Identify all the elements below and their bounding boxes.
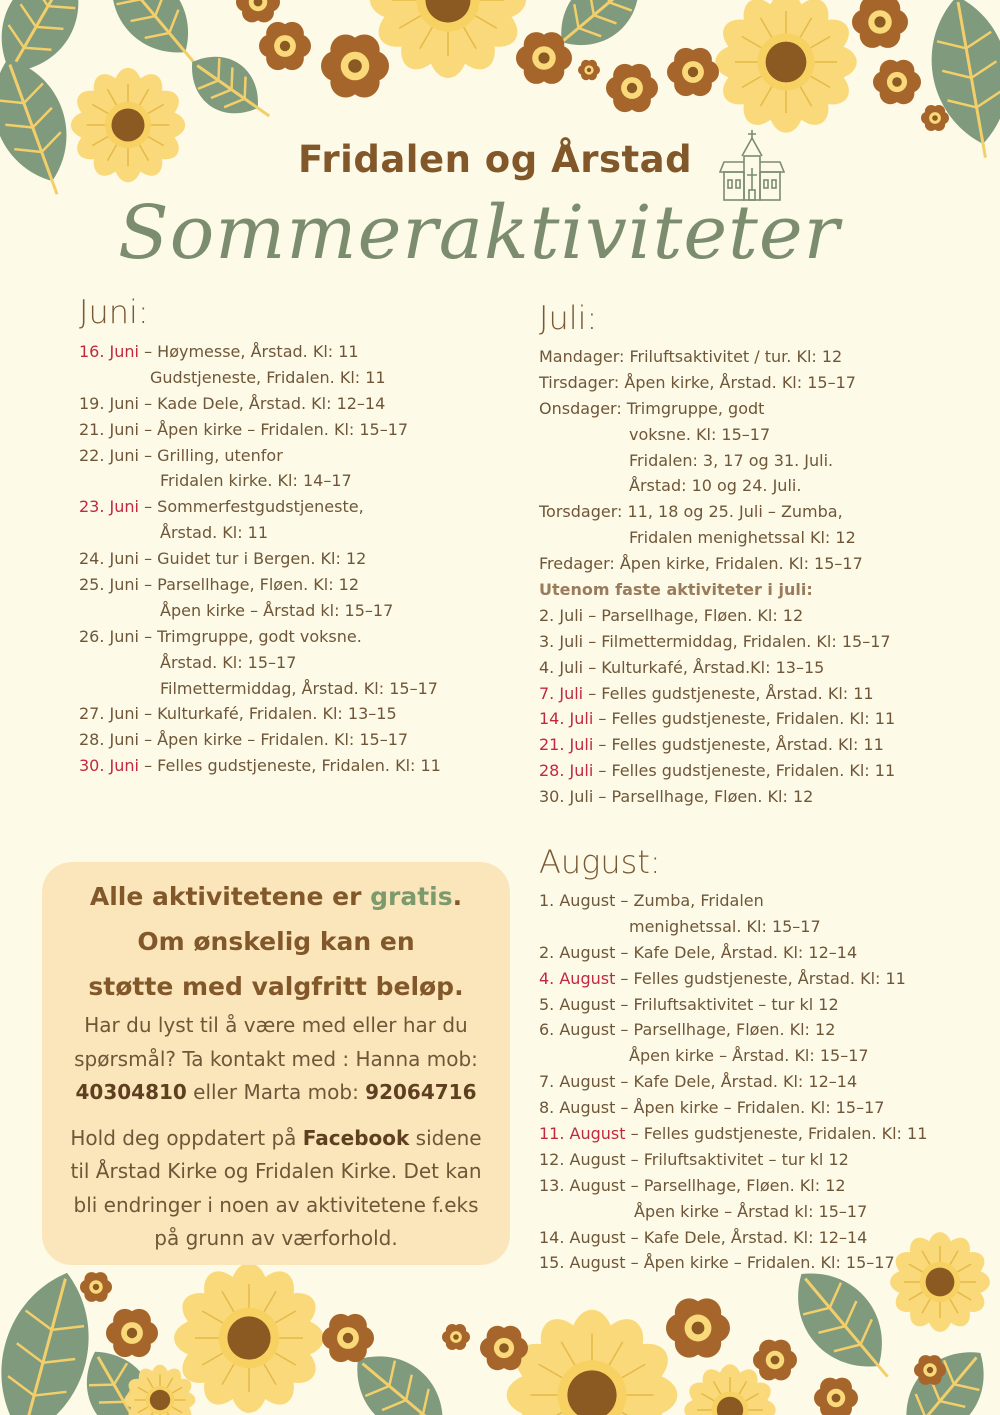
entry-date: 14. August	[539, 1227, 626, 1247]
entry-text: Årstad. Kl: 15–17	[160, 652, 297, 672]
entry-text: – Parsellhage, Fløen. Kl: 12	[593, 787, 814, 807]
juli-entry	[539, 396, 895, 422]
entry-text: Onsdager: Trimgruppe, godt	[539, 398, 765, 418]
entry-text: Åpen kirke – Årstad kl: 15–17	[634, 1201, 868, 1221]
entry-date: 15. August	[539, 1253, 626, 1273]
juni-entry	[79, 676, 441, 702]
entry-text: – Filmettermiddag, Fridalen. Kl: 15–17	[583, 631, 891, 651]
small-flower-decoration	[442, 1324, 470, 1350]
august-entry	[539, 1225, 927, 1251]
juli-entry	[539, 448, 895, 474]
entry-date: 12. August	[539, 1149, 626, 1169]
juni-entry	[79, 546, 441, 572]
entry-text: – Åpen kirke – Fridalen. Kl: 15–17	[138, 730, 409, 750]
juli-entry	[539, 525, 895, 551]
leaf-decoration	[920, 0, 1000, 164]
small-flower-decoration	[106, 1309, 158, 1357]
small-flower-decoration	[321, 35, 389, 98]
entry-text: Fridalen kirke. Kl: 14–17	[160, 471, 352, 491]
info-update-post: sidene	[409, 1125, 482, 1150]
info-update-pre: Hold deg oppdatert på	[70, 1125, 303, 1150]
entry-date: 19. Juni	[79, 393, 139, 413]
juni-entry	[79, 727, 441, 753]
entry-date: 2. Juli	[539, 605, 584, 625]
juni-entry	[79, 572, 441, 598]
entry-date: 1. August	[539, 891, 616, 910]
entry-text: – Åpen kirke – Fridalen. Kl: 15–17	[138, 419, 409, 439]
juni-entry	[79, 598, 441, 624]
entry-date: 27. Juni	[79, 704, 139, 724]
entry-text: – Felles gudstjeneste, Fridalen. Kl: 11	[593, 761, 896, 781]
entry-text: – Parsellhage, Fløen. Kl: 12	[615, 1020, 836, 1040]
entry-date: 30. Juni	[79, 756, 139, 776]
juli-entry	[539, 758, 895, 784]
juli-entry	[539, 577, 895, 603]
entry-text: – Trimgruppe, godt voksne.	[138, 626, 362, 646]
juni-entry	[79, 365, 441, 391]
august-entry	[539, 1017, 927, 1043]
juli-entry	[539, 732, 895, 758]
entry-text: voksne. Kl: 15–17	[629, 424, 771, 444]
entry-date: 6. August	[539, 1020, 616, 1040]
small-flower-decoration	[578, 60, 600, 80]
small-flower-decoration	[852, 0, 908, 48]
entry-text: Tirsdager: Åpen kirke, Årstad. Kl: 15–17	[539, 372, 856, 392]
juli-entry	[539, 629, 895, 655]
entry-date: 13. August	[539, 1175, 626, 1195]
entry-text: – Parsellhage, Fløen. Kl: 12	[583, 605, 804, 625]
juni-entry	[79, 443, 441, 469]
juli-entry	[539, 681, 895, 707]
phone-marta: 92064716	[365, 1080, 477, 1104]
august-entry	[539, 1173, 927, 1199]
august-entry	[539, 1069, 927, 1095]
entry-text: Fridalen: 3, 17 og 31. Juli.	[629, 450, 834, 470]
august-entry	[539, 1199, 927, 1225]
entry-text: – Felles gudstjeneste, Årstad. Kl: 11	[615, 968, 906, 988]
entry-text: – Åpen kirke – Fridalen. Kl: 15–17	[615, 1098, 885, 1118]
page-subtitle: Fridalen og Årstad	[298, 138, 693, 181]
info-contact-line1: Har du lyst til å være med eller har du	[84, 1013, 468, 1037]
juli-entry	[539, 551, 895, 577]
entry-date: 23. Juni	[79, 497, 139, 517]
entry-date: 14. Juli	[539, 709, 594, 729]
small-flower-decoration	[236, 0, 280, 22]
juni-entry	[79, 624, 441, 650]
juni-entry	[79, 494, 441, 520]
entry-text: menighetssal. Kl: 15–17	[629, 916, 821, 936]
entry-text: – Felles gudstjeneste, Fridalen. Kl: 11	[625, 1124, 928, 1144]
sunflower-decoration	[507, 1310, 678, 1415]
info-free-pre: Alle aktivitetene er	[89, 882, 371, 911]
entry-text: – Sommerfestgudstjeneste,	[138, 497, 364, 517]
small-flower-decoration	[666, 1298, 730, 1357]
small-flower-decoration	[606, 64, 658, 112]
entry-text: – Kulturkafé, Årstad.Kl: 13–15	[583, 657, 825, 677]
info-support-line2: støtte med valgfritt beløp.	[88, 972, 464, 1001]
juli-list	[539, 344, 895, 810]
august-list	[539, 888, 927, 1276]
august-entry	[539, 992, 927, 1018]
info-contact-line2: spørsmål? Ta kontakt med : Hanna mob:	[74, 1046, 478, 1071]
august-entry	[539, 1121, 927, 1147]
entry-text: – Felles gudstjeneste, Fridalen. Kl: 11	[593, 709, 896, 729]
entry-date: 11. August	[539, 1124, 626, 1144]
entry-text: Filmettermiddag, Årstad. Kl: 15–17	[160, 678, 438, 698]
sunflower-decoration	[715, 0, 856, 133]
info-free-line	[42, 874, 510, 919]
entry-text: Fridalen menighetssal Kl: 12	[629, 528, 856, 548]
entry-text: – Friluftsaktivitet – tur kl 12	[615, 994, 839, 1014]
juli-heading: Juli:	[539, 299, 598, 337]
entry-text: – Kulturkafé, Fridalen. Kl: 13–15	[138, 704, 397, 724]
entry-date: 7. August	[539, 1072, 616, 1092]
entry-date: 28. Juli	[539, 761, 594, 781]
small-flower-decoration	[753, 1340, 797, 1381]
phone-hanna: 40304810	[75, 1080, 187, 1104]
entry-date: 4. Juli	[539, 657, 584, 677]
info-update-line3: bli endringer i noen av aktivitetene f.eks	[73, 1192, 479, 1217]
small-flower-decoration	[667, 48, 719, 96]
entry-date: 28. Juni	[79, 730, 139, 750]
entry-text: Fredager: Åpen kirke, Fridalen. Kl: 15–17	[539, 554, 863, 574]
entry-text: – Friluftsaktivitet – tur kl 12	[625, 1149, 849, 1169]
entry-text: Utenom faste aktiviteter i juli:	[539, 580, 813, 600]
info-update-line2: til Årstad Kirke og Fridalen Kirke. Det kan	[70, 1159, 482, 1183]
entry-date: 3. Juli	[539, 631, 584, 651]
info-support-line1: Om ønskelig kan en	[137, 927, 415, 956]
entry-text: Årstad: 10 og 24. Juli.	[629, 476, 802, 496]
entry-text: – Felles gudstjeneste, Årstad. Kl: 11	[593, 735, 884, 755]
entry-date: 16. Juni	[79, 342, 139, 361]
entry-text: – Guidet tur i Bergen. Kl: 12	[138, 549, 367, 569]
sunflower-decoration	[174, 1263, 324, 1413]
august-entry	[539, 1147, 927, 1173]
entry-text: – Zumba, Fridalen	[615, 891, 764, 910]
info-update-line1	[42, 1122, 510, 1156]
info-free-post: .	[452, 882, 463, 911]
entry-date: 2. August	[539, 942, 616, 962]
info-text	[42, 874, 510, 1256]
facebook-word: Facebook	[302, 1125, 410, 1150]
entry-text: Årstad. Kl: 11	[160, 523, 269, 543]
juni-entry	[79, 339, 441, 365]
small-flower-decoration	[921, 105, 949, 131]
entry-text: – Kade Dele, Årstad. Kl: 12–14	[138, 393, 386, 413]
entry-text: Åpen kirke – Årstad kl: 15–17	[160, 600, 394, 620]
august-heading: August:	[539, 843, 661, 881]
info-contact-mid: eller Marta mob:	[186, 1080, 366, 1104]
entry-text: – Grilling, utenfor	[138, 445, 283, 465]
info-phones	[42, 1076, 510, 1110]
page-title: Sommeraktiviteter	[118, 190, 841, 276]
entry-date: 25. Juni	[79, 575, 139, 595]
juli-entry	[539, 603, 895, 629]
juni-entry	[79, 650, 441, 676]
small-flower-decoration	[873, 60, 921, 104]
entry-text: Åpen kirke – Årstad. Kl: 15–17	[629, 1046, 869, 1066]
juni-entry	[79, 417, 441, 443]
entry-text: – Kafe Dele, Årstad. Kl: 12–14	[615, 1072, 858, 1092]
entry-text: Mandager: Friluftsaktivitet / tur. Kl: 12	[539, 347, 843, 366]
entry-date: 5. August	[539, 994, 616, 1014]
entry-text: – Parsellhage, Fløen. Kl: 12	[625, 1175, 846, 1195]
entry-date: 7. Juli	[539, 683, 584, 703]
small-flower-decoration	[322, 1314, 374, 1362]
entry-date: 21. Juli	[539, 735, 594, 755]
juni-entry	[79, 753, 441, 779]
entry-date: 4. August	[539, 968, 616, 988]
entry-date: 24. Juni	[79, 549, 139, 569]
juli-entry	[539, 499, 895, 525]
august-entry	[539, 1250, 927, 1276]
entry-text: – Høymesse, Årstad. Kl: 11	[138, 342, 359, 361]
entry-text: – Åpen kirke – Fridalen. Kl: 15–17	[625, 1253, 895, 1273]
august-entry	[539, 940, 927, 966]
entry-text: – Felles gudstjeneste, Fridalen. Kl: 11	[138, 756, 441, 776]
entry-text: – Felles gudstjeneste, Årstad. Kl: 11	[583, 683, 874, 703]
entry-date: 26. Juni	[79, 626, 139, 646]
juni-list	[79, 339, 441, 779]
august-entry	[539, 1095, 927, 1121]
juli-entry	[539, 370, 895, 396]
entry-text: – Parsellhage, Fløen. Kl: 12	[138, 575, 360, 595]
entry-text: – Kafe Dele, Årstad. Kl: 12–14	[625, 1227, 868, 1247]
entry-text: – Kafe Dele, Årstad. Kl: 12–14	[615, 942, 858, 962]
juni-entry	[79, 391, 441, 417]
entry-date: 21. Juni	[79, 419, 139, 439]
sunflower-decoration	[71, 68, 185, 182]
juni-heading: Juni:	[79, 293, 149, 331]
small-flower-decoration	[259, 22, 311, 70]
entry-text: Gudstjeneste, Fridalen. Kl: 11	[150, 367, 386, 387]
entry-date: 30. Juli	[539, 787, 594, 807]
august-entry	[539, 1043, 927, 1069]
juni-entry	[79, 701, 441, 727]
info-free-word: gratis	[370, 882, 453, 911]
juli-entry	[539, 706, 895, 732]
small-flower-decoration	[814, 1378, 858, 1415]
august-entry	[539, 966, 927, 992]
entry-text: Torsdager: 11, 18 og 25. Juli – Zumba,	[539, 502, 843, 522]
juni-entry	[79, 520, 441, 546]
juli-entry	[539, 473, 895, 499]
august-entry	[539, 914, 927, 940]
juli-entry	[539, 422, 895, 448]
juli-entry	[539, 655, 895, 681]
entry-date: 22. Juni	[79, 445, 139, 465]
sunflower-decoration	[370, 0, 526, 78]
juni-entry	[79, 468, 441, 494]
small-flower-decoration	[80, 1272, 112, 1302]
juli-entry	[539, 784, 895, 810]
juli-entry	[539, 344, 895, 370]
info-update-line4: på grunn av værforhold.	[154, 1226, 398, 1250]
entry-date: 8. August	[539, 1098, 616, 1118]
august-entry	[539, 888, 927, 914]
